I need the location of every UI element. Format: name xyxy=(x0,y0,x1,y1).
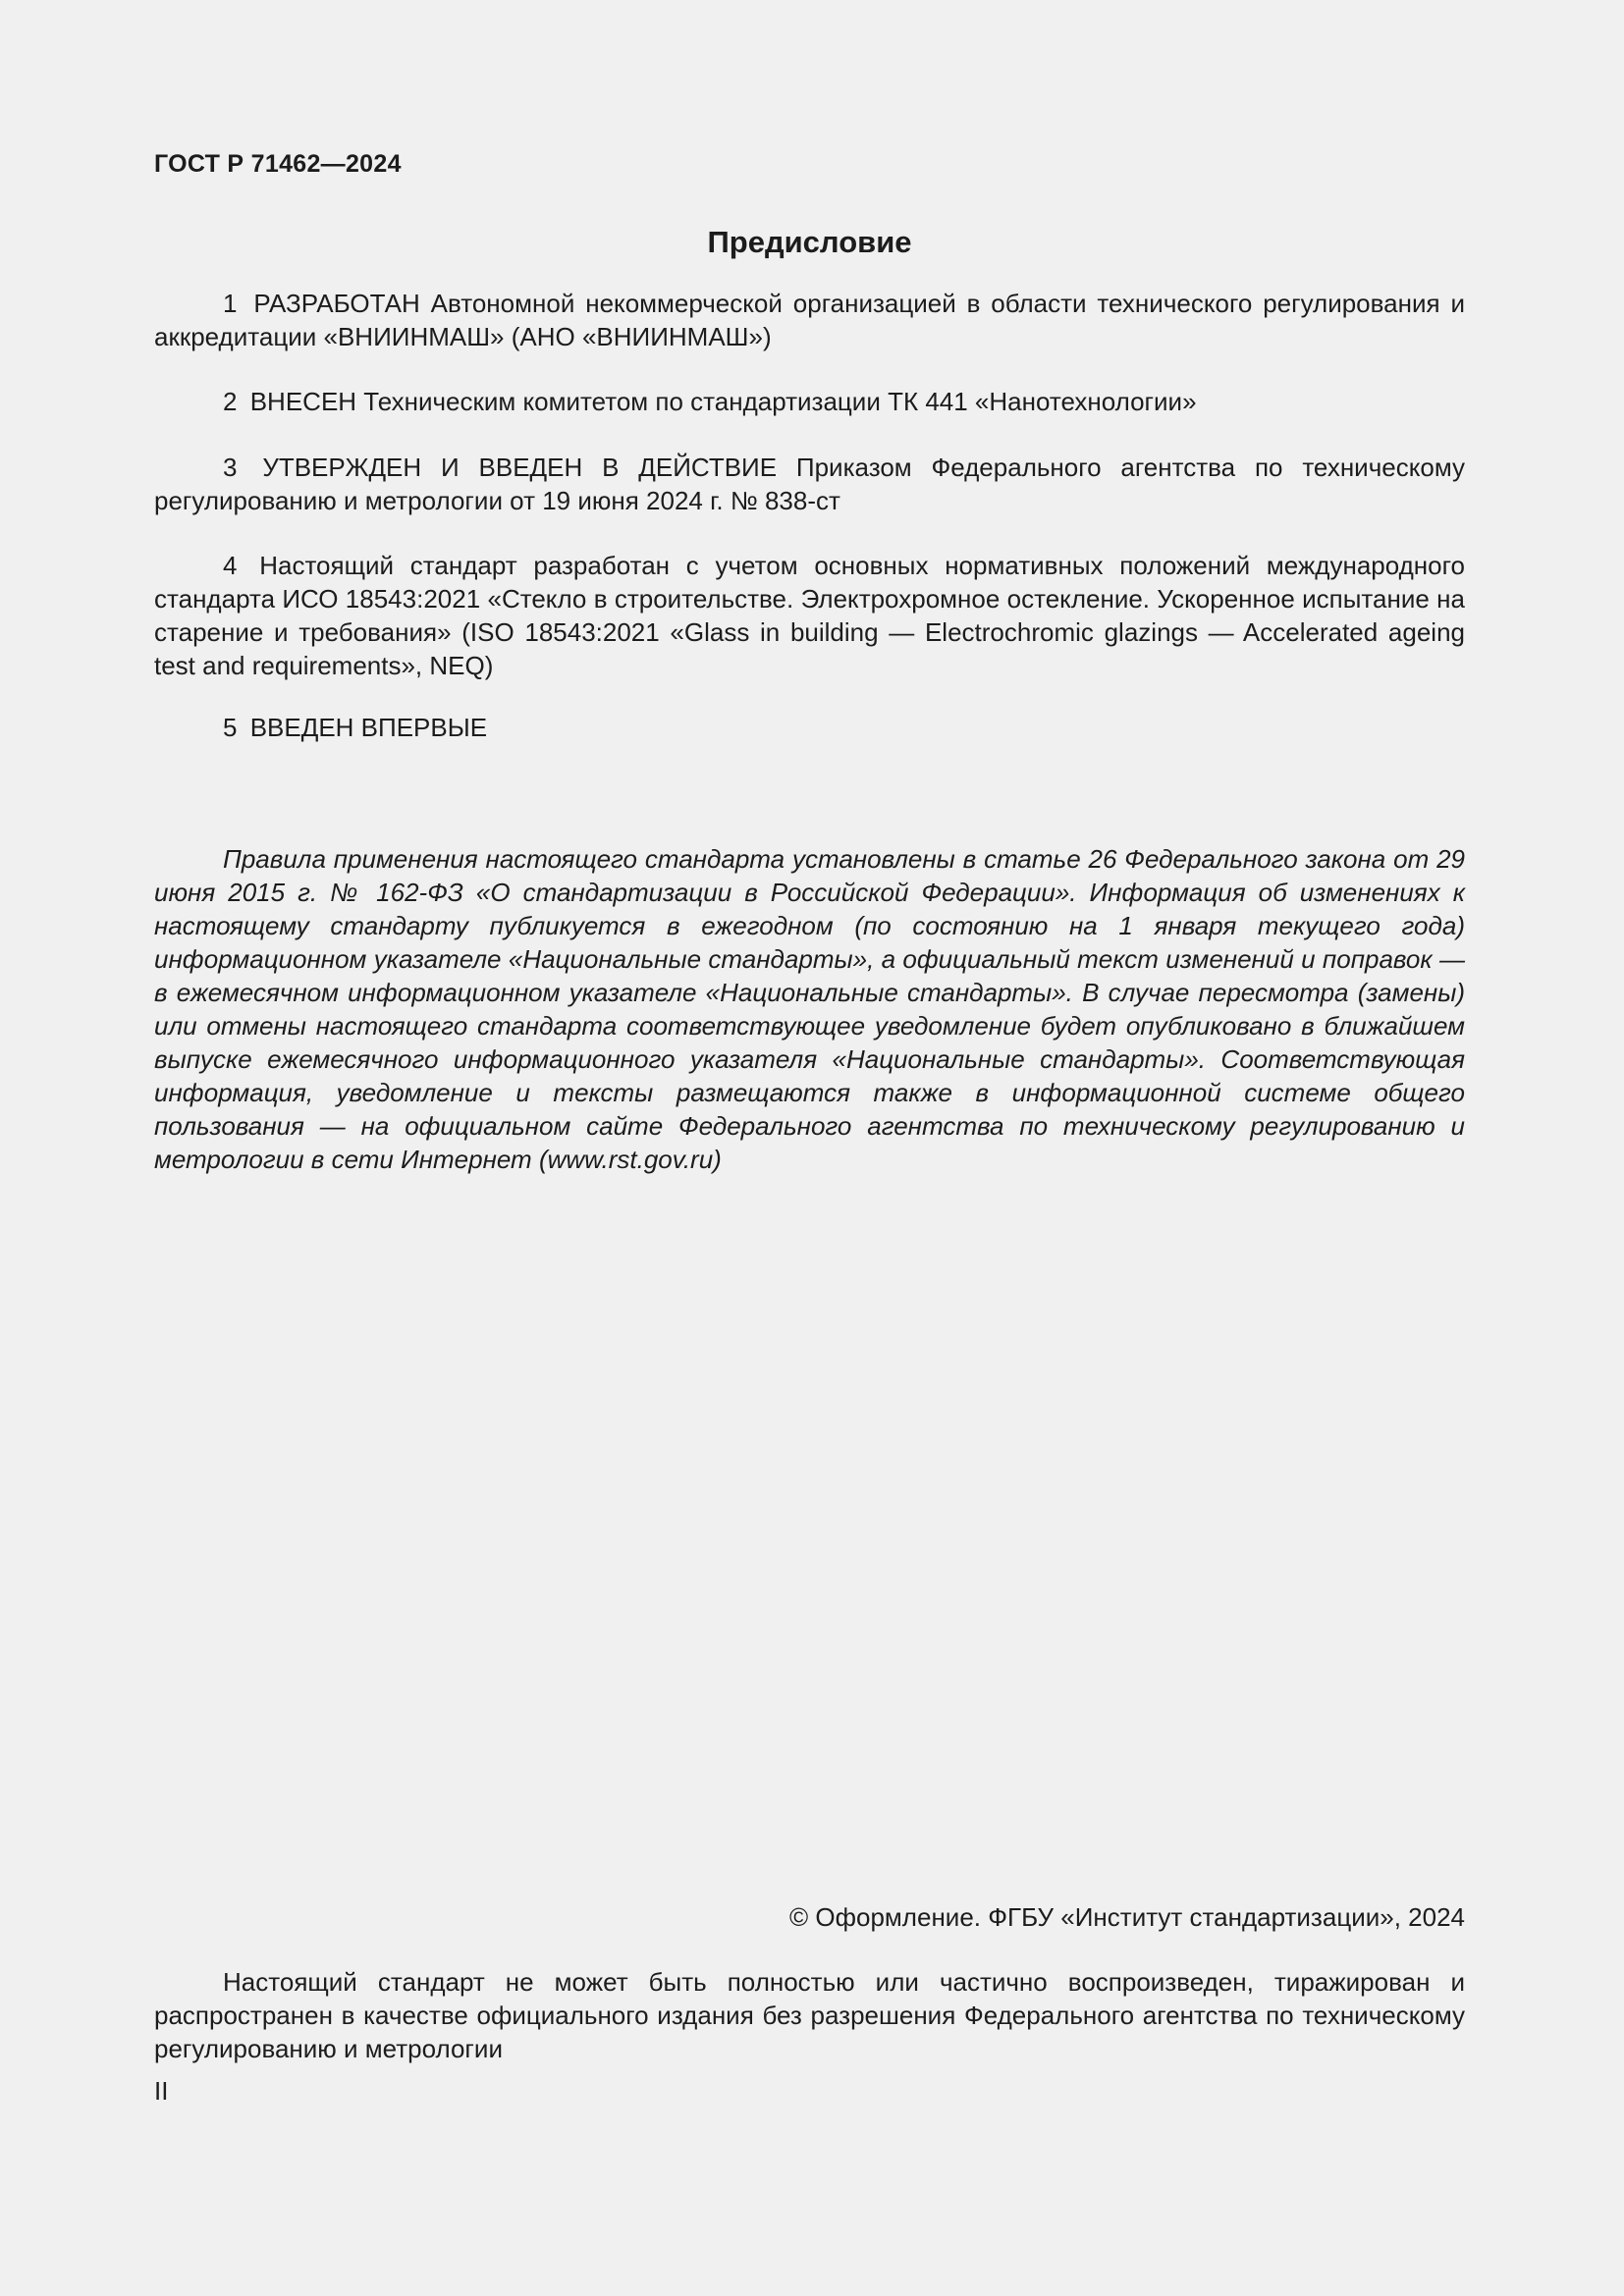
page-number: II xyxy=(154,2076,169,2106)
item-text: ВВЕДЕН ВПЕРВЫЕ xyxy=(249,713,488,742)
copyright-line: © Оформление. ФГБУ «Институт стандартизации», 2024 xyxy=(789,1902,1465,1932)
foreword-item-4 xyxy=(154,549,1465,682)
item-number: 5 xyxy=(223,713,238,742)
foreword-item-3 xyxy=(154,451,1465,517)
rules-note: Правила применения настоящего стандарта установлены в статье 26 Федерального закона от 29 июня 2015 г. № 162-ФЗ «О стандартизации в Российской Федерации». Информация об изменениях к настоящему стандарту публикуется в ежегодном (по состоянию на 1 января текущего года) информационном указателе «Национальные стандарты», а официальный текст изменений и поправок — в ежемесячном информационном указателе «Национальные стандарты». В случае пересмотра (замены) или отмены настоящего стандарта соответствующее уведомление будет опубликовано в ближайшем выпуске ежемесячного информационного указателя «Национальные стандарты». Соответствующая информация, уведомление и тексты размещаются также в информационной системе общего пользования — на официальном сайте Федерального агентства по техническому регулированию и метрологии в сети Интернет (www.rst.gov.ru) xyxy=(154,844,1465,1174)
item-text: РАЗРАБОТАН Автономной некоммерческой организацией в области технического регулирования и аккредитации «ВНИИНМАШ» (АНО «ВНИИНМАШ») xyxy=(154,289,1465,351)
item-number: 2 xyxy=(223,387,238,416)
item-number: 1 xyxy=(223,289,238,318)
item-text: УТВЕРЖДЕН И ВВЕДЕН В ДЕЙСТВИЕ Приказом Федерального агентства по техническому регулированию и метрологии от 19 июня 2024 г. № 838-ст xyxy=(154,453,1466,515)
page-title: Предисловие xyxy=(707,225,912,259)
item-text: ВНЕСЕН Техническим комитетом по стандартизации ТК 441 «Нанотехнологии» xyxy=(249,387,1197,416)
item-number: 4 xyxy=(223,551,238,580)
foreword-item-2 xyxy=(154,385,1465,418)
document-code: ГОСТ Р 71462—2024 xyxy=(154,150,402,178)
foreword-item-1 xyxy=(154,287,1465,353)
item-number: 3 xyxy=(223,453,238,482)
foreword-item-5 xyxy=(154,711,1465,744)
reproduction-notice: Настоящий стандарт не может быть полностью или частично воспроизведен, тиражирован и распространен в качестве официального издания без разрешения Федерального агентства по техническому регулированию и метрологии xyxy=(154,1967,1465,2063)
item-text: Настоящий стандарт разработан с учетом основных нормативных положений международного стандарта ИСО 18543:2021 «Стекло в строительстве. Электрохромное остекление. Ускоренное испытание на старение и требования» (ISO 18543:2021 «Glass in building — Electrochromic glazings — Accelerated ageing test and requirements», NEQ) xyxy=(154,551,1465,680)
